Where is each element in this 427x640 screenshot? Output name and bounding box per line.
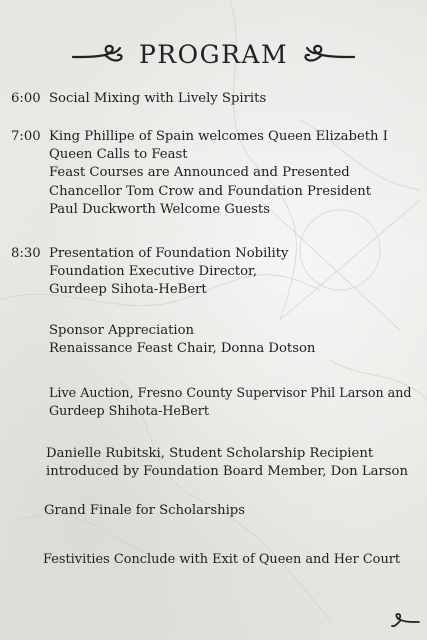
scroll-flourish-icon — [71, 43, 125, 65]
schedule-line: Queen Calls to Feast — [49, 147, 188, 163]
schedule-line: Renaissance Feast Chair, Donna Dotson — [49, 341, 316, 357]
schedule-line: Sponsor Appreciation — [49, 323, 195, 338]
schedule-time: 8:30 — [11, 246, 41, 261]
schedule-line: Feast Courses are Announced and Presented — [49, 165, 350, 181]
schedule-line: Social Mixing with Lively Spirits — [49, 91, 267, 106]
schedule-line: Gurdeep Shihota-HeBert — [49, 403, 209, 419]
page-title: PROGRAM — [138, 39, 289, 69]
schedule-line: Danielle Rubitski, Student Scholarship Recipient — [46, 446, 374, 461]
schedule-line: King Phillipe of Spain welcomes Queen Elizabeth I — [49, 129, 388, 144]
scroll-flourish-icon — [302, 43, 356, 65]
schedule-line: Live Auction, Fresno County Supervisor Phil Larson and — [49, 385, 412, 400]
schedule-line: Foundation Executive Director, — [49, 264, 258, 280]
schedule-line: Grand Finale for Scholarships — [44, 503, 246, 518]
schedule-line: Presentation of Foundation Nobility — [49, 246, 289, 261]
schedule-time: 6:00 — [11, 91, 41, 106]
schedule-line: introduced by Foundation Board Member, Don Larson — [46, 464, 408, 480]
schedule-time: 7:00 — [11, 129, 41, 144]
schedule-line: Chancellor Tom Crow and Foundation President — [49, 183, 372, 199]
title-row — [0, 36, 427, 72]
schedule-line: Paul Duckworth Welcome Guests — [49, 201, 270, 217]
schedule-line: Gurdeep Sihota-HeBert — [49, 282, 207, 298]
schedule-line: Festivities Conclude with Exit of Queen and Her Court — [43, 552, 401, 567]
scroll-flourish-icon — [389, 612, 421, 630]
